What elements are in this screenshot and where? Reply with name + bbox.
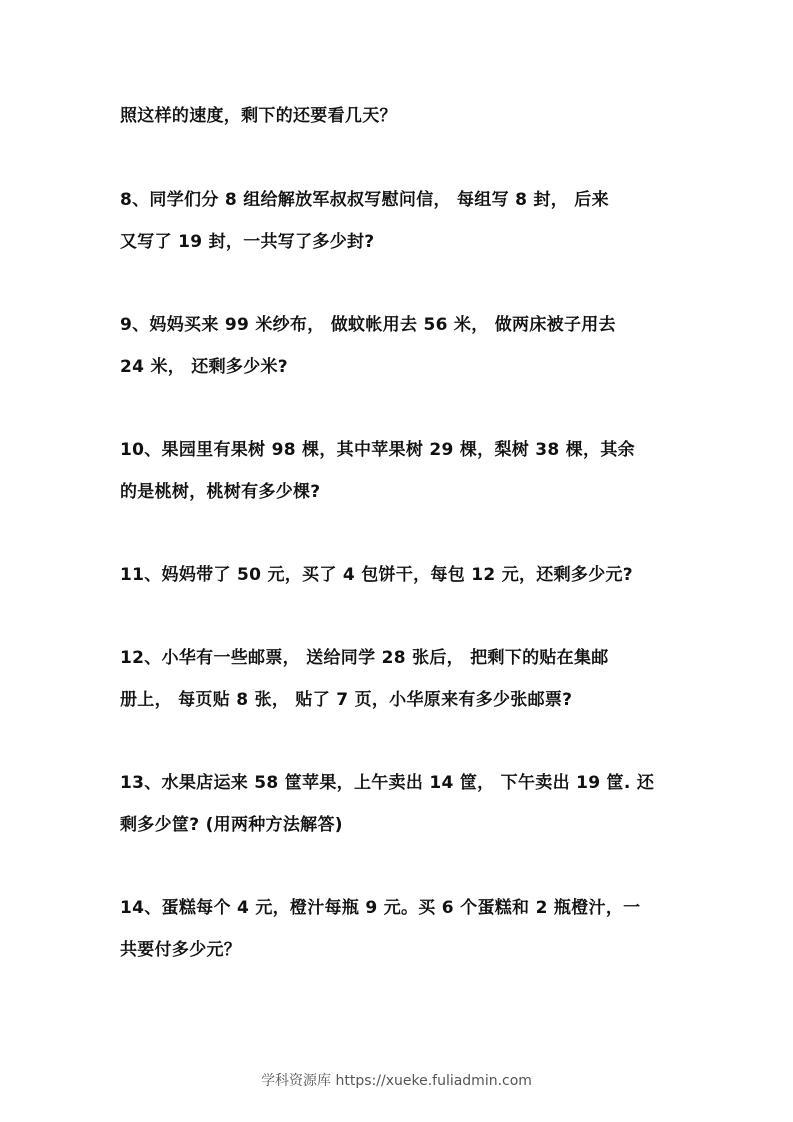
problem-14-line-1: 14、蛋糕每个 4 元，橙汁每瓶 9 元。买 6 个蛋糕和 2 瓶橙汁，一 [120, 898, 641, 918]
problem-8-line-1: 8、同学们分 8 组给解放军叔叔写慰问信， 每组写 8 封， 后来 [120, 190, 609, 210]
problem-14-line-2: 共要付多少元？ [120, 940, 242, 960]
problem-9-line-2: 24 米， 还剩多少米? [120, 357, 288, 377]
problem-11-line-1: 11、妈妈带了 50 元，买了 4 包饼干，每包 12 元，还剩多少元? [120, 565, 633, 585]
problem-12-line-1: 12、小华有一些邮票， 送给同学 28 张后， 把剩下的贴在集邮 [120, 648, 609, 668]
problem-7-continuation: 照这样的速度，剩下的还要看几天？ [120, 106, 397, 126]
problem-9-line-1: 9、妈妈买来 99 米纱布， 做蚊帐用去 56 米， 做两床被子用去 [120, 315, 616, 335]
problem-10-line-1: 10、果园里有果树 98 棵，其中苹果树 29 棵，梨树 38 棵，其余 [120, 440, 635, 460]
problem-8-line-2: 又写了 19 封，一共写了多少封? [120, 232, 375, 252]
problem-13-line-2: 剩多少筐? (用两种方法解答) [120, 815, 343, 835]
watermark-footer: 学科资源库 https://xueke.fuliadmin.com [261, 1073, 532, 1089]
problem-13-line-1: 13、水果店运来 58 筐苹果，上午卖出 14 筐， 下午卖出 19 筐. 还 [120, 773, 655, 793]
problem-12-line-2: 册上， 每页贴 8 张， 贴了 7 页，小华原来有多少张邮票? [120, 690, 573, 710]
problem-10-line-2: 的是桃树，桃树有多少棵? [120, 482, 321, 502]
